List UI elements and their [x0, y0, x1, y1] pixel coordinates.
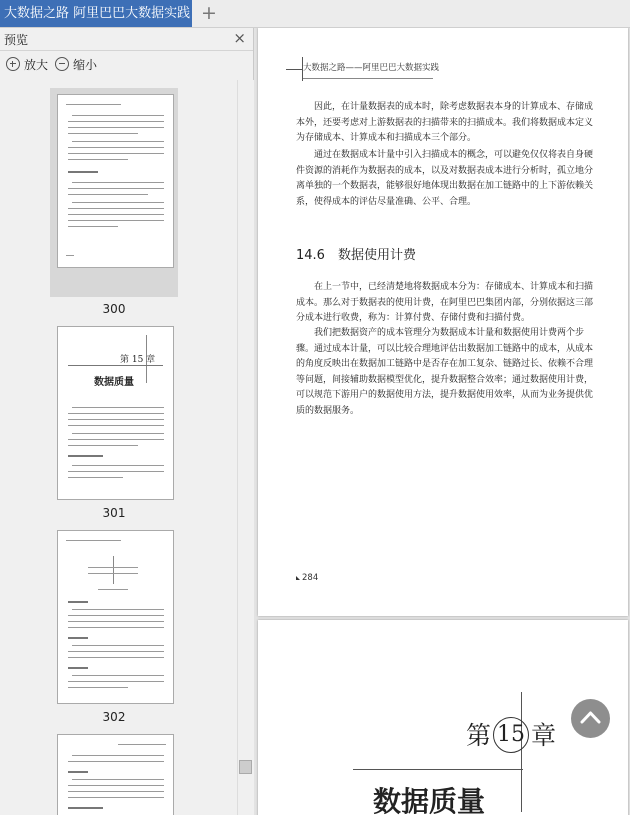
tab-bar [0, 0, 630, 28]
thumbnail-label-300: 300 [102, 302, 126, 316]
thumbnail-chapter-label: 第 15 章 [120, 355, 156, 365]
zoom-out-label: 缩小 [73, 58, 98, 72]
page-corner-marker [296, 576, 300, 580]
preview-sidebar [0, 28, 254, 815]
thumbnail-page-302[interactable] [57, 530, 174, 704]
section-heading: 14.6 数据使用计费 [296, 248, 416, 263]
document-viewer[interactable] [254, 28, 630, 815]
thumbnail-page-301[interactable] [57, 326, 174, 500]
chapter-number: 15 [493, 717, 529, 753]
chapter-heading: 第 15 章 [466, 716, 556, 753]
paragraph-4: 我们把数据资产的成本管理分为数据成本计量和数据使用计费两个步骤。通过成本计量，可以比较合理地评估出数据加工链路中的成本，从成本的角度反映出在数据加工链路中是否存在加工复杂、链路过长、依赖不合理等问题，间接辅助数据模型优化，提升数据整合效率；通过数据使用计费，可以规范下游用户的数据使用方法，提升数据使用效率，从而为业务提供优质的数据服务。 [296, 328, 594, 416]
zoom-toolbar [0, 51, 253, 79]
running-header: 大数据之路——阿里巴巴大数据实践 [303, 63, 440, 73]
tab-document[interactable]: 大数据之路 阿里巴巴大数据实践 [0, 0, 192, 27]
page-number: 284 [296, 573, 318, 583]
scrollbar-thumb[interactable] [239, 760, 252, 774]
new-tab-icon[interactable]: + [201, 2, 217, 24]
zoom-in-icon [6, 57, 20, 71]
document-page-284 [258, 28, 628, 616]
thumbnail-page-303[interactable] [57, 734, 174, 815]
sidebar-title: 预览 [4, 33, 29, 47]
chevron-up-icon [580, 709, 601, 728]
chapter-title: 数据质量 [373, 785, 486, 815]
zoom-in-button[interactable] [6, 56, 48, 74]
zoom-out-icon [55, 57, 69, 71]
zoom-out-button[interactable] [55, 56, 97, 74]
close-icon[interactable]: × [233, 29, 246, 47]
sidebar-header [0, 28, 253, 51]
thumbnail-list [0, 80, 237, 815]
thumbnail-chapter-title: 数据质量 [94, 377, 134, 388]
paragraph-1: 因此，在计量数据表的成本时，除考虑数据表本身的计算成本、存储成本外，还要考虑对上游数据表的扫描带来的扫描成本。我们将数据成本定义为存储成本、计算成本和扫描成本三个部分。 [296, 102, 594, 144]
zoom-in-label: 放大 [24, 58, 49, 72]
paragraph-2: 通过在数据成本计量中引入扫描成本的概念，可以避免仅仅将表自身硬件资源的消耗作为数据表的成本，以及对数据表成本进行分析时，孤立地分离单独的一个数据表，能够很好地体现出数据在加工链路中的上下游依赖关系，使得成本的评估尽量准确、公平、合理。 [296, 150, 594, 207]
thumbnail-label-302: 302 [102, 710, 126, 724]
thumbnail-label-301: 301 [102, 506, 126, 520]
paragraph-3: 在上一节中，已经清楚地将数据成本分为：存储成本、计算成本和扫描成本。那么对于数据表的使用计费，在阿里巴巴集团内部，分别依据这三部分成本进行收费，称为：计算付费、存储付费和扫描付费。 [296, 282, 594, 324]
scroll-to-top-button[interactable] [571, 699, 610, 738]
thumbnail-page-300[interactable] [57, 94, 174, 268]
sidebar-scrollbar[interactable] [237, 80, 254, 815]
